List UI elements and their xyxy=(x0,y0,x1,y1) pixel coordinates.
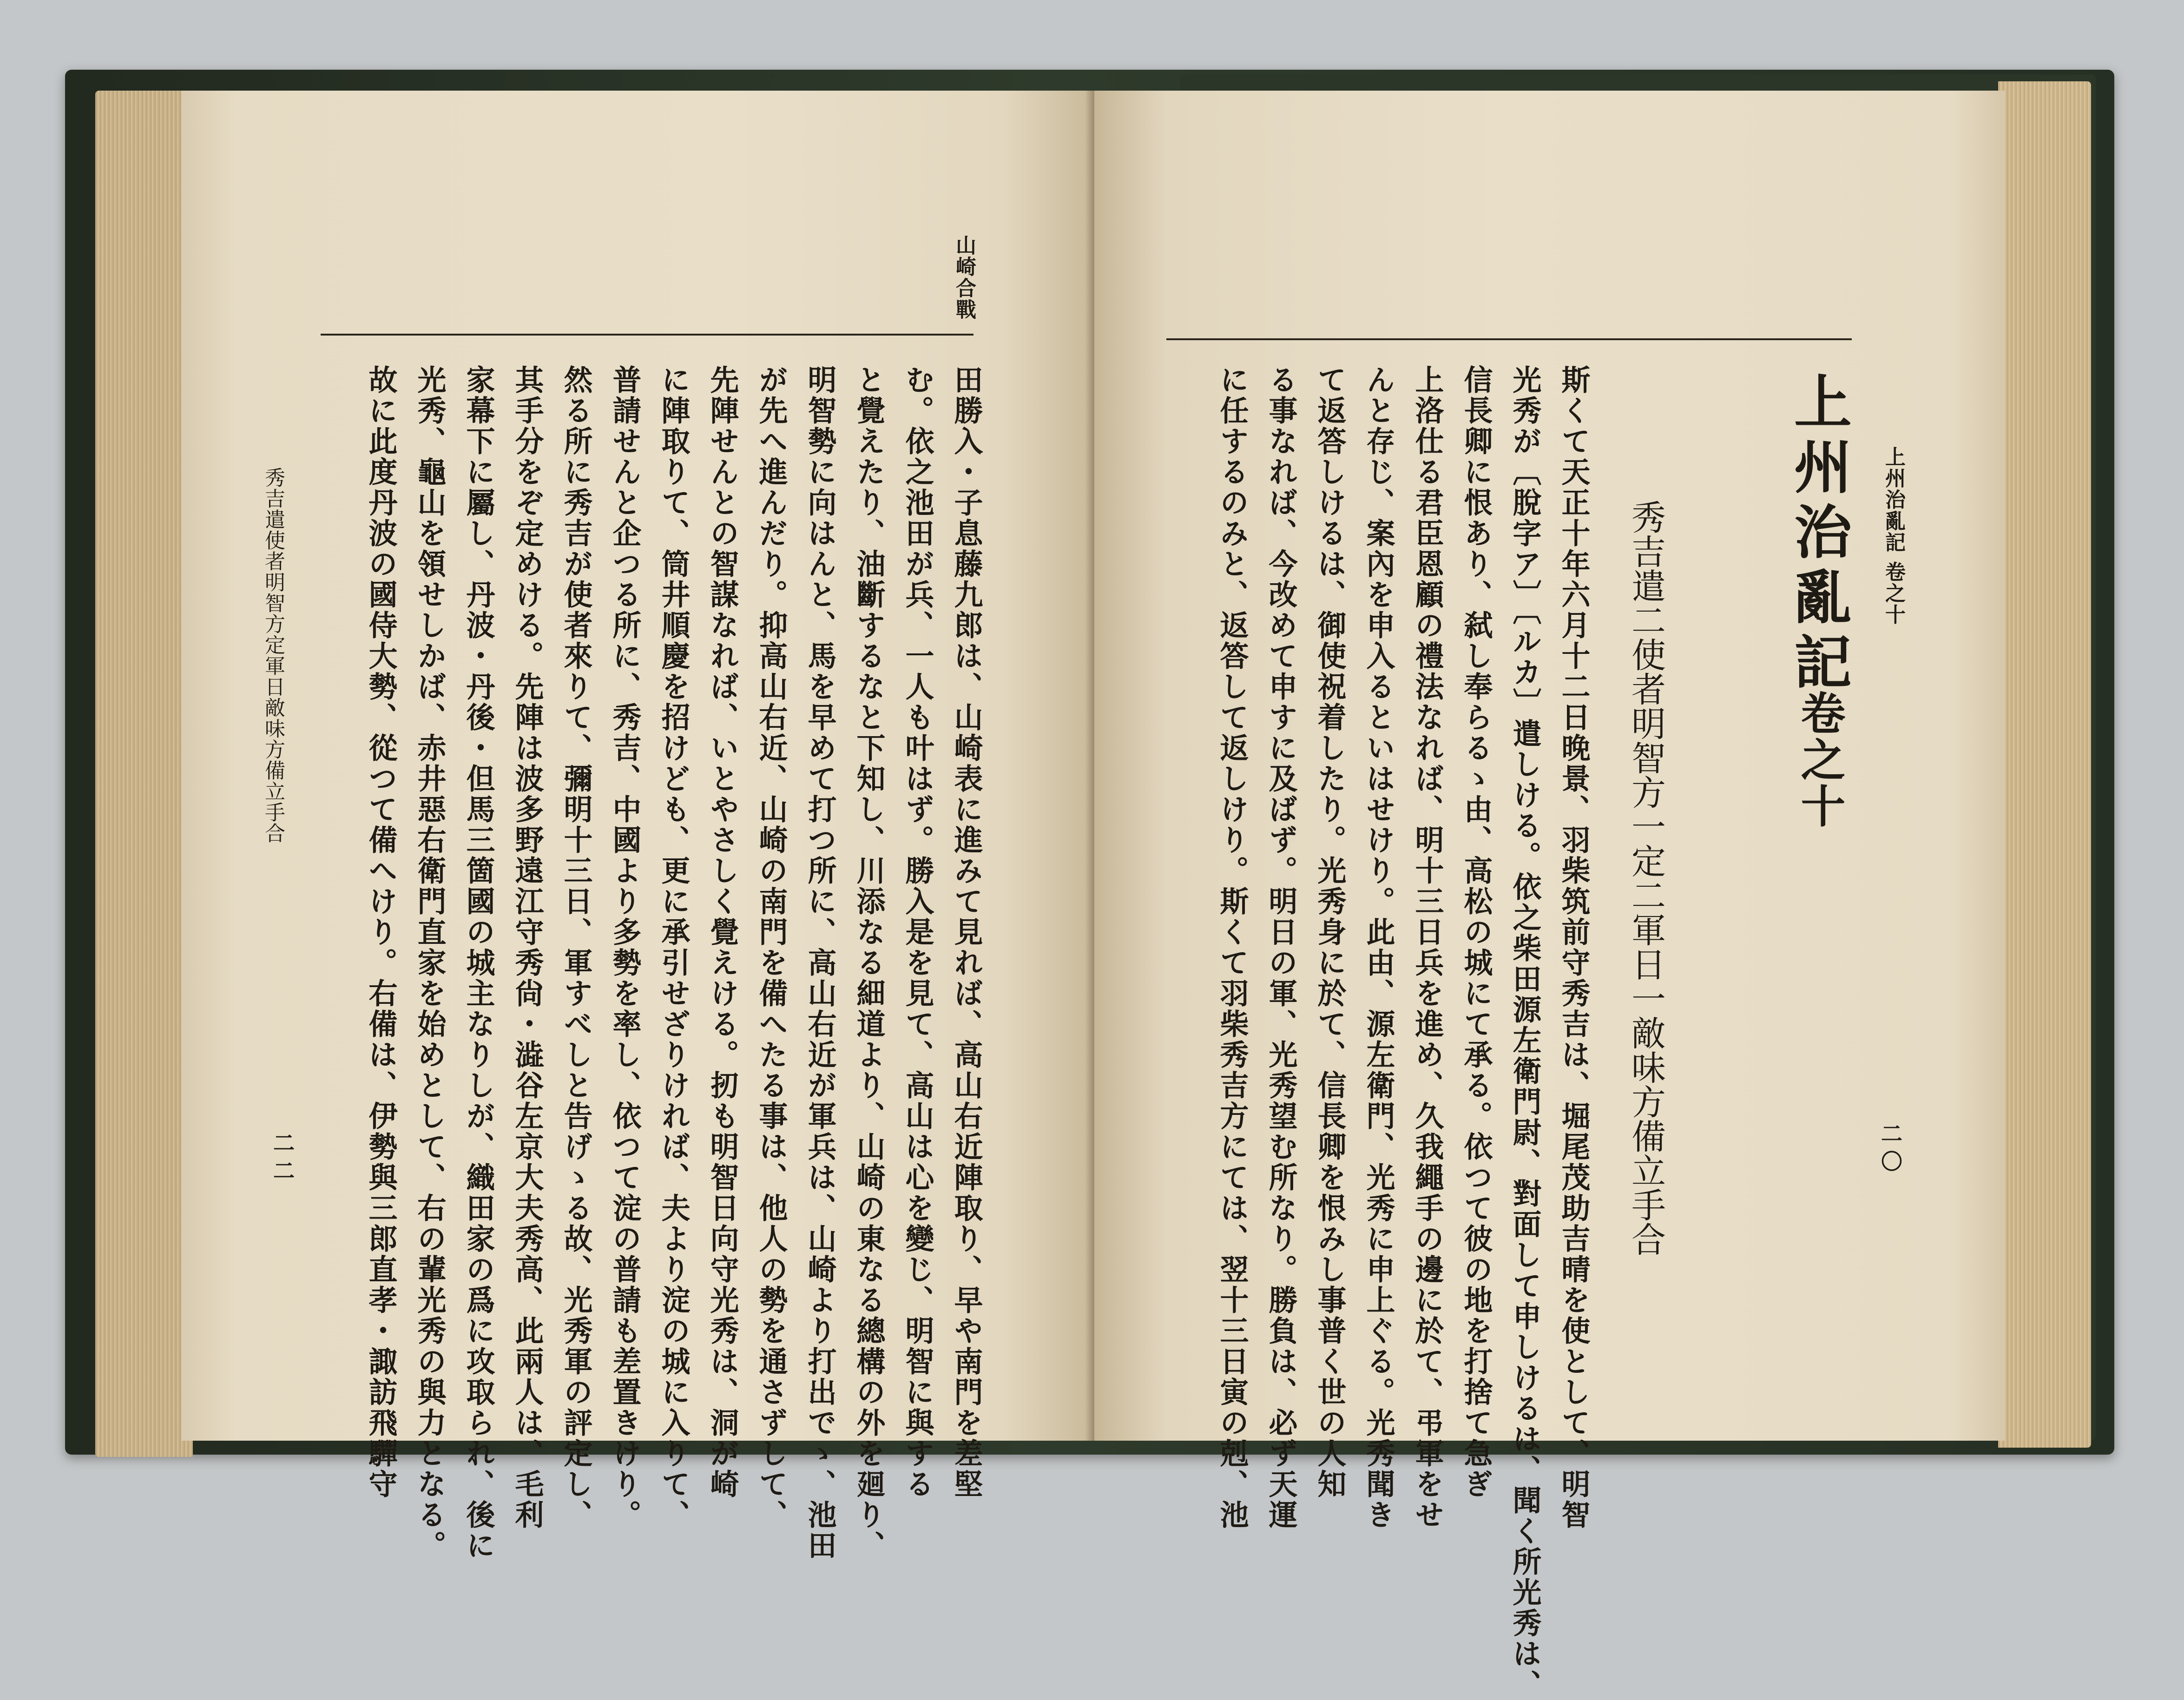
left-page-number: 二二 xyxy=(270,1132,295,1187)
text-column: 明智勢に向はんと、馬を早めて打つ所に、高山右近が軍兵は、山崎より打出でゝ、池田 xyxy=(803,365,837,1561)
text-column: 田勝入・子息藤九郎は、山崎表に進みて見れば、高山右近陣取り、早や南門を差堅 xyxy=(949,365,983,1500)
text-column: 光秀が〔脫字ア〕〔ルカ〕遣しける。依之柴田源左衛門尉、對面して申しけるは、聞く所光秀は、 xyxy=(1508,365,1542,1700)
right-page-number: 二〇 xyxy=(1878,1122,1903,1178)
text-column: て返答しけるは、御使祝着したり。光秀身に於て、信長卿を恨みし事普く世の人知 xyxy=(1313,365,1347,1500)
left-header-rule xyxy=(321,334,974,336)
text-column: と覺えたり、油斷するなと下知し、川添なる細道より、山崎の東なる總構の外を廻り、 xyxy=(852,365,886,1561)
page-stack-left xyxy=(95,91,193,1457)
text-column: 家幕下に屬し、丹波・丹後・但馬三箇國の城主なりしが、織田家の爲に攻取られ、後に xyxy=(461,365,495,1561)
chapter-title: 秀吉遣二使者明智方一定二軍日一敵味方備立手合 xyxy=(1626,500,1666,1256)
text-column: が先へ進んだり。抑高山右近、山崎の南門を備へたる事は、他人の勢を通さずして、 xyxy=(754,365,788,1530)
text-column: 其手分をぞ定めける。先陣は波多野遠江守秀尙・澁谷左京大夫秀高、此兩人は、毛利 xyxy=(510,365,544,1530)
text-column: 故に此度丹波の國侍大勢、從つて備へけり。右備は、伊勢與三郎直孝・諏訪飛驒守 xyxy=(364,365,398,1500)
text-column: に陣取りて、筒井順慶を招けども、更に承引せざりければ、夫より淀の城に入りて、 xyxy=(657,365,691,1530)
text-column: 普請せんと企つる所に、秀吉、中國より多勢を率し、依つて淀の普請も差置きけり。 xyxy=(608,365,642,1530)
volume-label: 卷之十 xyxy=(1794,690,1846,830)
text-column: む。依之池田が兵、一人も叶はず。勝入是を見て、高山は心を變じ、明智に與する xyxy=(901,365,934,1500)
book-title: 上州治亂記 xyxy=(1784,372,1852,697)
text-column: んと存じ、案內を申入るといはせけり。此由、源左衛門、光秀に申上ぐる。光秀聞き xyxy=(1362,365,1395,1530)
right-header-rule xyxy=(1166,338,1852,340)
text-column: に任するのみと、返答して返しけり。斯くて羽柴秀吉方にては、翌十三日寅の剋、池 xyxy=(1215,365,1249,1530)
text-column: 光秀、龜山を領せしかば、赤井惡右衛門直家を始めとして、右の輩光秀の與力となる。 xyxy=(413,365,447,1561)
text-column: 然る所に秀吉が使者來りて、彌明十三日、軍すべしと告げゝる故、光秀軍の評定し、 xyxy=(559,365,593,1530)
left-running-head: 山崎合戰 xyxy=(952,235,976,320)
text-column: 先陣せんとの智謀なれば、いとやさしく覺えける。扨も明智日向守光秀は、洞が崎 xyxy=(705,365,739,1500)
text-column: 信長卿に恨あり、弑し奉らるゝ由、高松の城にて承る。依つて彼の地を打捨て急ぎ xyxy=(1459,365,1493,1500)
left-footer-title: 秀吉遣使者明智方定軍日敵味方備立手合 xyxy=(261,467,285,843)
text-column: 上洛仕る君臣恩顧の禮法なれば、明十三日兵を進め、久我繩手の邊に於て、弔軍をせ xyxy=(1410,365,1444,1530)
text-column: 斯くて天正十年六月十二日晚景、羽柴筑前守秀吉は、堀尾茂助吉晴を使として、明智 xyxy=(1557,365,1591,1530)
right-running-head: 上州治亂記 卷之十 xyxy=(1881,446,1905,626)
page-stack-right xyxy=(1998,81,2091,1448)
text-column: る事なれば、今改めて申すに及ばず。明日の軍、光秀望む所なり。勝負は、必ず天運 xyxy=(1264,365,1298,1530)
